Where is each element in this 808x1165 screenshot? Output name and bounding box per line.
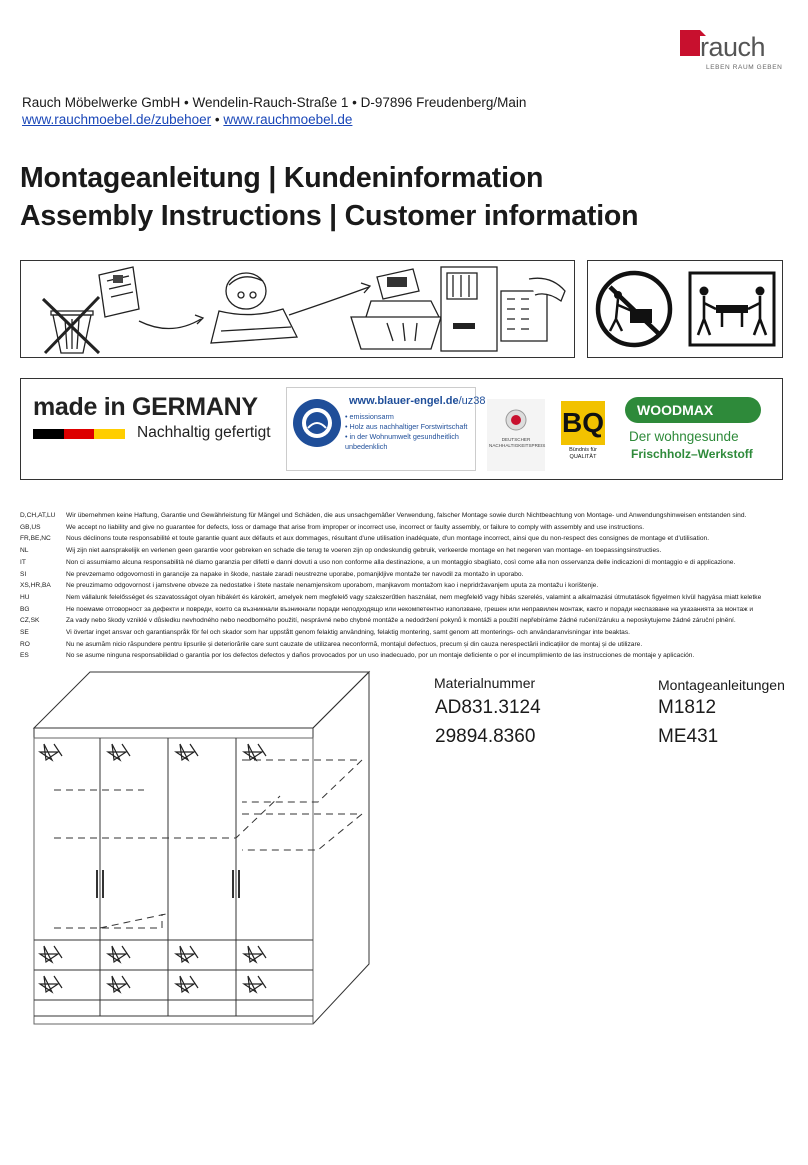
disclaimer-row bbox=[20, 545, 790, 557]
flag-stripe-gold bbox=[94, 429, 125, 439]
disclaimer-row bbox=[20, 615, 790, 627]
website-links bbox=[22, 112, 352, 127]
logo-wordmark: rauch bbox=[700, 32, 766, 62]
page-title-en: Assembly Instructions | Customer information bbox=[20, 200, 639, 232]
disclaimer-text: Wir übernehmen keine Haftung, Garantie und Gewährleistung für Mängel und Schäden, die aus unsachgemäßer Verwendung, falscher Montage sowie durch Nichtbeachtung von Montage- und Anwendungshinweisen entstanden sind. bbox=[66, 512, 747, 519]
country-code: NL bbox=[20, 547, 29, 555]
country-code: HU bbox=[20, 593, 30, 601]
homepage-link[interactable]: www.rauchmoebel.de bbox=[223, 112, 353, 127]
disclaimer-row bbox=[20, 510, 790, 522]
german-flag-icon bbox=[33, 429, 125, 439]
blue-angel-seal-icon bbox=[292, 398, 342, 448]
material-number: 29894.8360 bbox=[435, 726, 536, 747]
disclaimer-text: We accept no liability and give no guarantee for defects, loss or damage that arise from improper or incorrect use, incorrect or faulty assembly, or failure to comply with assembly and use instructions. bbox=[66, 523, 645, 531]
company-address: Rauch Möbelwerke GmbH • Wendelin-Rauch-Straße 1 • D-97896 Freudenberg/Main bbox=[22, 95, 527, 110]
disclaimer-text: Не поемаме отговорност за дефекти и повреди, които са възникнали възникнали поради неподходящо или некомпетентно използване, грешен или неправилен монтаж, както и поради неспазване на указанията за монтаж и bbox=[66, 605, 754, 613]
blue-angel-url-suffix: /uz38 bbox=[458, 395, 486, 407]
two-persons-icon bbox=[690, 273, 774, 345]
instruction-number: M1812 bbox=[658, 697, 717, 718]
blue-angel-badge bbox=[286, 387, 486, 471]
disclaimer-row bbox=[20, 557, 790, 569]
disclaimer-text: Za vady nebo škody vzniklé v důsledku nevhodného nebo neodborného použití, nesprávné nebo chybné montáže a nedodržení pokynů k montáži a použití nepřebíráme žádné ručení/záruku a neposkytujeme žádné záruční plnění. bbox=[66, 617, 736, 625]
blue-angel-item: • emissionsarm bbox=[345, 412, 394, 421]
disclaimer-text: Nous déclinons toute responsabilité et toute garantie quant aux défauts et aux dommages, résultant d'une utilisation inadéquate, d'un montage incorrect, ainsi que du non-respect des consignes de montage et d'utilisation. bbox=[66, 535, 710, 543]
booklet-icon bbox=[99, 267, 139, 317]
woodmax-subtitle-bold: Frischholz–Werkstoff bbox=[631, 447, 753, 461]
disclaimer-text: Nu ne asumăm nicio răspundere pentru lipsurile și deteriorările care sunt cauzate de utilizarea neconformă, montajul defectuos, precum și din cauza nerespectării indicațiilor de montaj și de utilizare. bbox=[66, 640, 643, 648]
disclaimer-text: Wij zijn niet aansprakelijk en verlenen geen garantie voor gebreken en schade die terug te voeren zijn op ondeskundig gebruik, verkeerde montage en het negeren van montage- en toepassingsinstructies. bbox=[66, 547, 662, 555]
blue-angel-item: unbedenklich bbox=[345, 442, 388, 451]
disclaimer-text: Ne preuzimamo odgovornost i jamstvene obveze za nedostatke i štete nastale nenamjenskom uporabom, manjkavom montažom kao i nepridržavanjem uputa za montažu i korištenje. bbox=[66, 582, 599, 590]
blue-angel-item: • Holz aus nachhaltiger Forstwirtschaft bbox=[345, 422, 468, 431]
disclaimer-row bbox=[20, 569, 790, 581]
disclaimer-row bbox=[20, 522, 790, 534]
disclaimer-text: Ne prevzemamo odgovornosti in garancije za napake in škode, nastale zaradi neustrezne uporabe, pomanjkljive montaže ter navodil za montažo in uporabo. bbox=[66, 570, 524, 578]
material-number: AD831.3124 bbox=[435, 697, 541, 718]
made-in-germany-badge bbox=[33, 389, 283, 469]
blue-angel-list bbox=[345, 412, 467, 452]
award-text: DEUTSCHER NACHHALTIGKEITSPREIS bbox=[489, 437, 546, 448]
country-code: GB,US bbox=[20, 523, 41, 531]
assembly-warning-panel bbox=[587, 260, 783, 358]
disclaimer-row bbox=[20, 650, 790, 662]
country-code: FR,BE,NC bbox=[20, 535, 51, 543]
disclaimer-row bbox=[20, 627, 790, 639]
reading-person-icon bbox=[211, 273, 297, 343]
wardrobe-drawing bbox=[24, 664, 394, 1044]
no-trash-icon bbox=[43, 297, 99, 353]
award-emblem-icon bbox=[505, 409, 527, 433]
disclaimer-row bbox=[20, 592, 790, 604]
bq-logo: BQ bbox=[561, 401, 605, 445]
country-code: XS,HR,BA bbox=[20, 582, 51, 590]
woodmax-logo: WOODMAX bbox=[625, 397, 761, 423]
assembly-warning-pictograms bbox=[588, 261, 782, 357]
link-separator: • bbox=[211, 112, 224, 127]
country-code: SI bbox=[20, 570, 27, 578]
accessories-link[interactable]: www.rauchmoebel.de/zubehoer bbox=[22, 112, 212, 127]
country-code: CZ,SK bbox=[20, 617, 40, 625]
disclaimer-text: Non ci assumiamo alcuna responsabilità né diamo garanzia per difetti e danni dovuti a uso non conforme alla destinazione, a un montaggio sbagliato, così come alla non osservanza delle indicazioni di montaggio e di applicazione. bbox=[66, 558, 736, 566]
blue-angel-url bbox=[349, 395, 486, 407]
logo-mark-icon bbox=[680, 30, 700, 56]
liability-disclaimer bbox=[20, 510, 790, 662]
country-code: IT bbox=[20, 558, 26, 566]
woodmax-badge bbox=[625, 397, 765, 467]
bq-text: Bündnis für QUALITÄT bbox=[569, 447, 597, 460]
blue-angel-url-text: www.blauer-engel.de bbox=[349, 395, 459, 407]
disclaimer-text: Vi övertar inget ansvar och garantianspråk för fel och skador som har uppstått genom felaktig användning, felaktig montering, samt genom att monterings- och användaranvisningar inte beaktas. bbox=[66, 629, 630, 637]
country-code: BG bbox=[20, 605, 30, 613]
flag-stripe-black bbox=[33, 429, 64, 439]
country-code: ES bbox=[20, 652, 29, 660]
logo-tagline: LEBEN RAUM GEBEN bbox=[706, 64, 783, 71]
page-title-de: Montageanleitung | Kundeninformation bbox=[20, 162, 544, 194]
instruction-number: ME431 bbox=[658, 726, 719, 747]
disclaimer-text: No se asume ninguna responsabilidad o garantía por los defectos defectos y daños provocados por un uso inadecuado, por un montaje deficiente o por el incumplimiento de las instrucciones de montaje y aplicación. bbox=[66, 652, 695, 660]
disclaimer-row bbox=[20, 639, 790, 651]
keep-instructions-illustration bbox=[21, 261, 574, 357]
made-in-germany-subtitle: Nachhaltig gefertigt bbox=[137, 424, 271, 441]
sustainability-award-badge bbox=[487, 399, 545, 471]
disclaimer-text: Nem vállalunk felelősséget és szavatosságot olyan hibákért és károkért, amelyek nem megfelelő vagy szakszerűtlen használat, nem megfelelő vagy hibás szerelés, valamint a alkalmazási útmutatások figyelmen kívül hagyása miatt keletke bbox=[66, 593, 762, 601]
disclaimer-row bbox=[20, 580, 790, 592]
material-number-label: Materialnummer bbox=[434, 675, 536, 691]
country-code: SE bbox=[20, 629, 29, 637]
assembly-instructions-label: Montageanleitungen bbox=[658, 677, 785, 693]
flag-stripe-red bbox=[64, 429, 95, 439]
no-single-person-icon bbox=[598, 273, 670, 345]
made-in-germany-title: made in GERMANY bbox=[33, 393, 258, 421]
bq-quality-badge bbox=[561, 401, 605, 467]
woodmax-subtitle: Der wohngesunde bbox=[629, 429, 739, 444]
country-code: D,CH,AT,LU bbox=[20, 512, 56, 519]
disclaimer-row bbox=[20, 533, 790, 545]
file-folder-icon bbox=[351, 269, 441, 349]
blue-angel-item: • in der Wohnumwelt gesundheitlich bbox=[345, 432, 459, 441]
document-hand-icon bbox=[441, 267, 565, 351]
keep-instructions-panel bbox=[20, 260, 575, 358]
disclaimer-row bbox=[20, 604, 790, 616]
country-code: RO bbox=[20, 640, 30, 648]
rauch-logo bbox=[676, 28, 786, 78]
certification-badges-panel bbox=[20, 378, 783, 480]
